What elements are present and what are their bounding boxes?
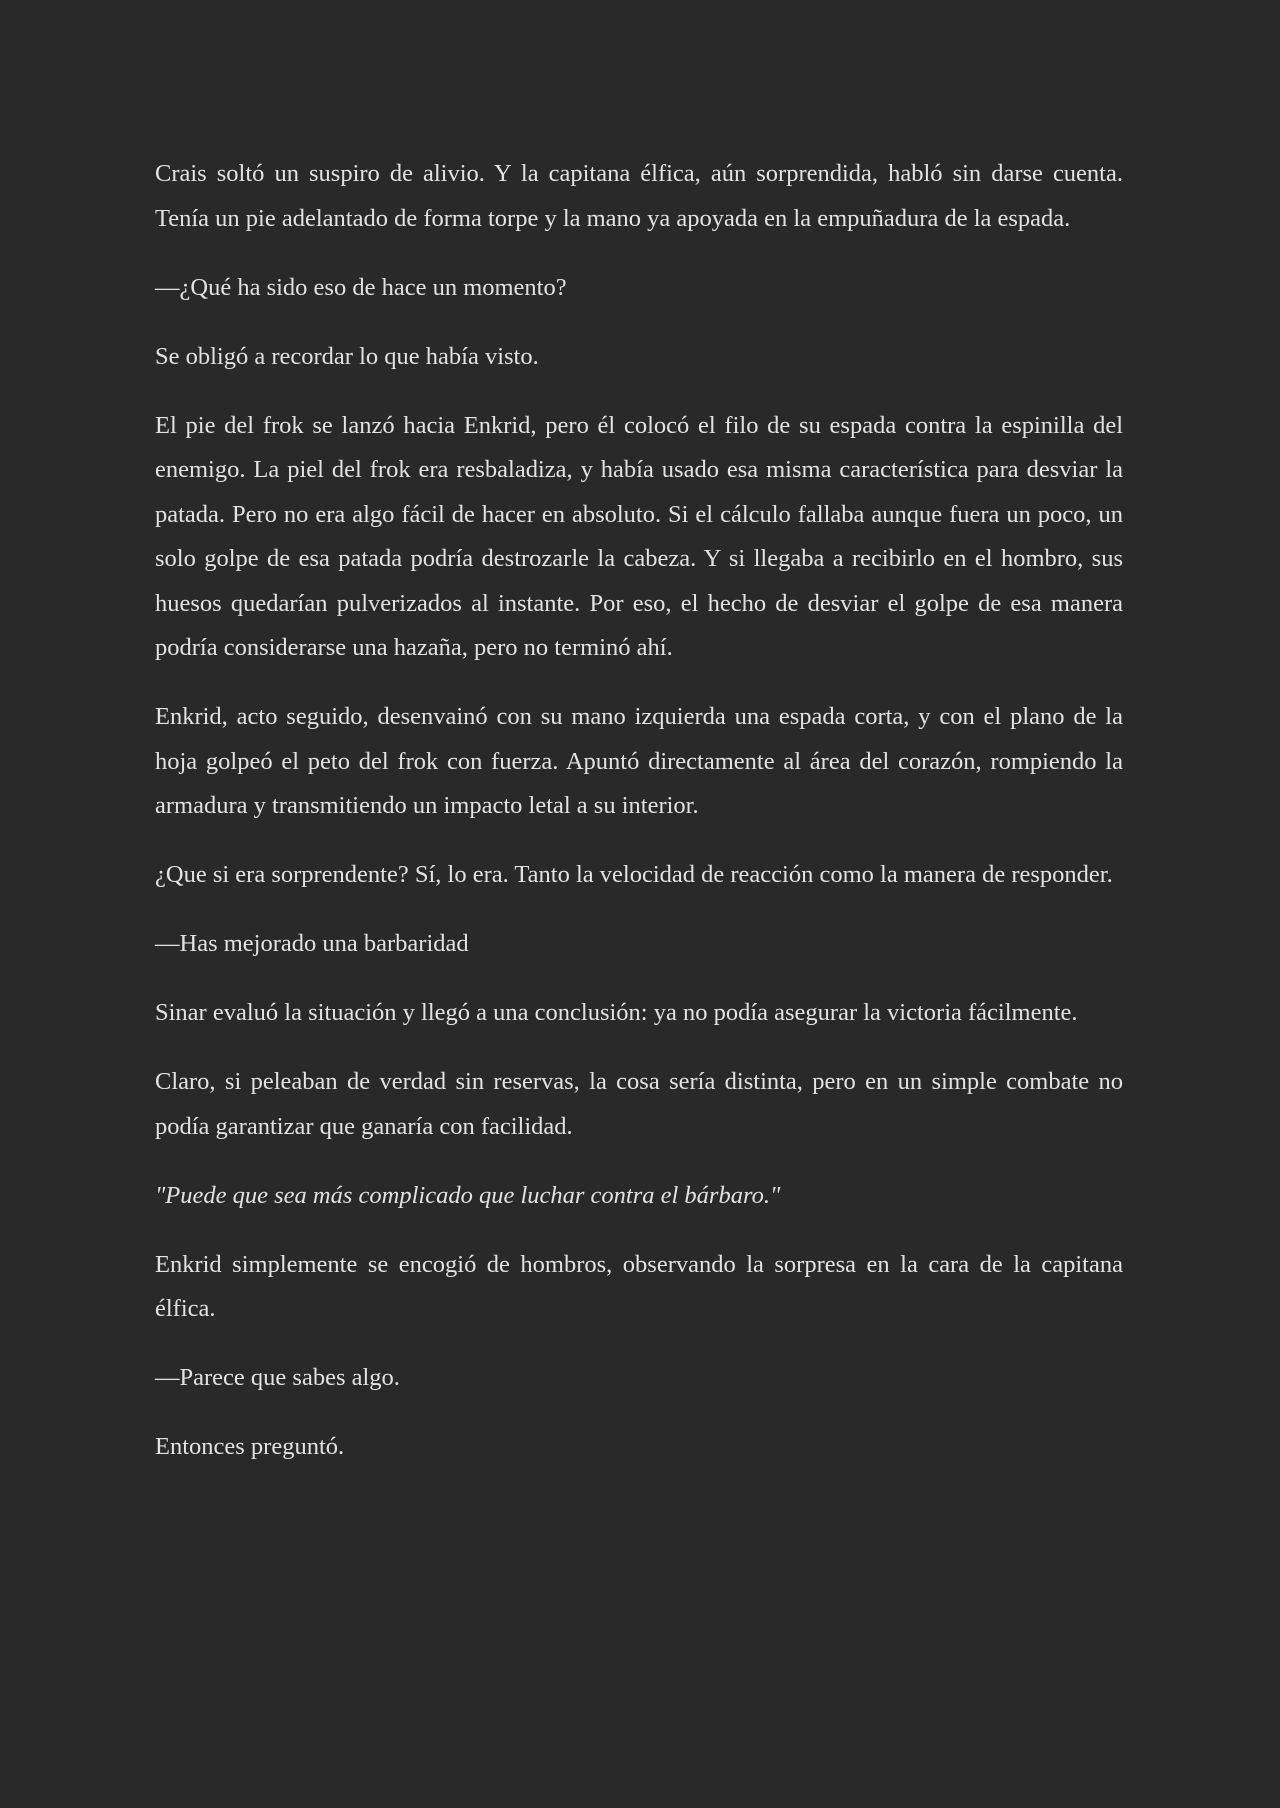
paragraph: Se obligó a recordar lo que había visto.	[155, 342, 539, 370]
paragraph: El pie del frok se lanzó hacia Enkrid, pero él colocó el filo de su espada contra la espinilla del enemigo. La piel del frok era resbaladiza, y había usado esa misma característica para desviar la patada. Pero no era algo fácil de hacer en absoluto. Si el cálculo fallaba aunque fuera un poco, un solo golpe de esa patada podría destrozarle la cabeza. Y si llegaba a recibirlo en el hombro, sus huesos quedarían pulverizados al instante. Por eso, el hecho de desviar el golpe de esa manera podría considerarse una hazaña, pero no terminó ahí.	[155, 411, 1123, 661]
paragraph: Enkrid, acto seguido, desenvainó con su mano izquierda una espada corta, y con el plano de la hoja golpeó el peto del frok con fuerza. Apuntó directamente al área del corazón, rompiendo la armadura y transmitiendo un impacto letal a su interior.	[155, 703, 1123, 819]
paragraph: Entonces preguntó.	[155, 1433, 345, 1460]
dialogue-line: —Parece que sabes algo.	[155, 1364, 400, 1391]
chapter-text	[155, 152, 1123, 1470]
paragraph: Enkrid simplemente se encogió de hombros, observando la sorpresa en la cara de la capitana élfica.	[155, 1250, 1123, 1322]
dialogue-line: —Has mejorado una barbaridad	[155, 930, 469, 957]
thought-line: "Puede que sea más complicado que luchar contra el bárbaro."	[155, 1181, 781, 1209]
paragraph: Claro, si peleaban de verdad sin reservas, la cosa sería distinta, pero en un simple combate no podía garantizar que ganaría con facilidad.	[155, 1068, 1123, 1140]
paragraph: Sinar evaluó la situación y llegó a una conclusión: ya no podía asegurar la victoria fácilmente.	[155, 999, 1078, 1026]
dialogue-line: —¿Qué ha sido eso de hace un momento?	[155, 273, 567, 301]
paragraph: Crais soltó un suspiro de alivio. Y la capitana élfica, aún sorprendida, habló sin darse cuenta. Tenía un pie adelantado de forma torpe y la mano ya apoyada en la empuñadura de la espada.	[155, 160, 1123, 232]
paragraph: ¿Que si era sorprendente? Sí, lo era. Tanto la velocidad de reacción como la manera de responder.	[155, 861, 1113, 888]
